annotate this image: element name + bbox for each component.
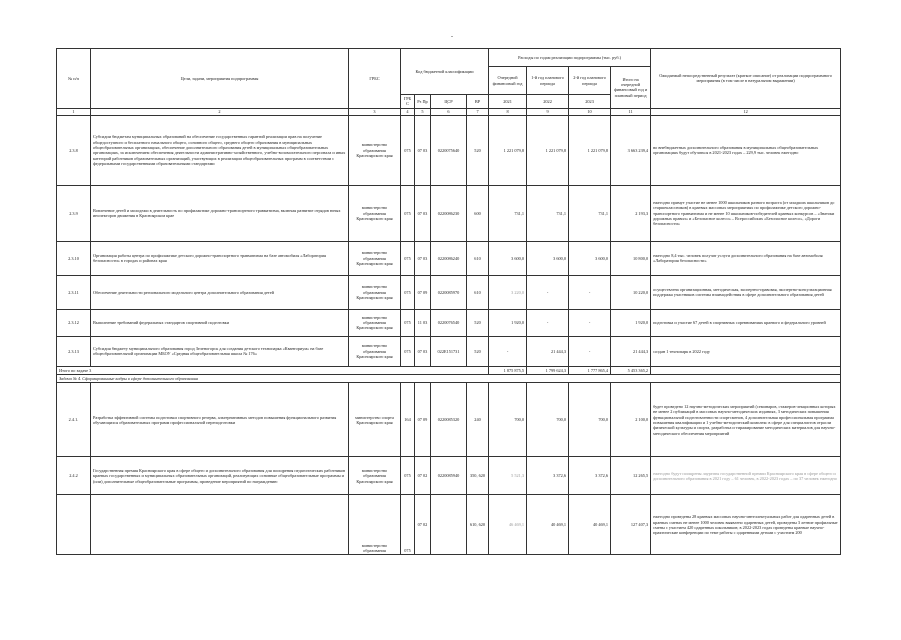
row-grbs: министерство образования: [349, 495, 401, 555]
colnum: 12: [651, 108, 841, 115]
row-value-2022: -: [527, 309, 569, 336]
row-name: Субсидии бюджетам муниципальных образований на обеспечение государственных гарантий реализации прав на получение общедоступного и бесплатного начального общего, основного общего, среднего общего образования в муниципальных общеобразовательных организациях, обеспечение дополнительного образования детей в муниципальных общеобразовательных организациях, за исключением обеспечения деятельности административно-хозяйственного, учебно-вспомогательного персонала и иных категорий работников образовательных организаций, участвующих в реализации общеобразовательных программ в соответствии с федеральными государственными образовательными стандартами: [91, 115, 349, 185]
row-grbs: министерство образования Красноярского края: [349, 275, 401, 309]
table-body: [57, 115, 841, 555]
row-value-2023: 1 221 079,8: [569, 115, 611, 185]
row-num: 2.3.9: [57, 185, 91, 241]
row-vr: 350, 620: [467, 457, 489, 495]
row-num: 2.3.10: [57, 241, 91, 275]
row-result: будет проведено 12 научно-методических мероприятий (семинаров, стажеров-лекционных которых не менее 2 публикаций в массовых научно-методических изданиях, 3 методических повышения функциональной подготовленности спортсменов, 4 дополнительная профессиональная программа повышения квалификации и 1 учебно-методический комплекс в сфере для специалистов отрасли физической культуры и спорта, разработка и тиражирование методических материалов для научно-методического обеспечения мероприятий: [651, 383, 841, 457]
row-value-total: 12 265,5: [611, 457, 651, 495]
row-vr: 610, 620: [467, 495, 489, 555]
row-value-total: 2 100,0: [611, 383, 651, 457]
row-value-2023: 700,0: [569, 383, 611, 457]
colnum: 4: [401, 108, 415, 115]
header-expenses: Расходы по годам реализации подпрограммы (тыс. руб.): [489, 49, 651, 67]
row-grbs: министерство спорта Красноярского края: [349, 383, 401, 457]
header-year-total: Итого на очередной финансовый год и плановый период: [611, 67, 651, 109]
row-value-2021: 1 221 079,8: [489, 115, 527, 185]
row-value-2021: 1 920,0: [489, 309, 527, 336]
row-result: во внебюджетных дополнительного образования в муниципальных общеобразовательных организациях будут обучаться в 2021-2023 годах – 229,9 тыс. человек ежегодно: [651, 115, 841, 185]
row-value-2021: 5 521,3: [489, 457, 527, 495]
colnum: 8: [489, 108, 527, 115]
table-row: [57, 241, 841, 275]
header-vr: ВР: [467, 95, 489, 109]
table-row: [57, 383, 841, 457]
row-value-2023: -: [569, 275, 611, 309]
row-value-2021: 3 220,0: [489, 275, 527, 309]
total-2023: 1 777 865,4: [569, 366, 611, 374]
row-rzpr: 07 03: [415, 241, 431, 275]
row-grbs-code: 075: [401, 495, 415, 555]
header-year-first: 1-й год планового периода: [527, 67, 569, 95]
row-value-total: 127 407,3: [611, 495, 651, 555]
row-num: 2.3.13: [57, 336, 91, 366]
row-rzpr: 07 02: [415, 457, 431, 495]
row-value-2022: 700,0: [527, 383, 569, 457]
header-rzpr: Рз Пр: [415, 95, 431, 109]
row-value-total: 10 800,0: [611, 241, 651, 275]
row-value-2021: 731,1: [489, 185, 527, 241]
row-name: Обеспечение деятельности регионального модельного центра дополнительного образования детей: [91, 275, 349, 309]
table-row: [57, 185, 841, 241]
row-rzpr: 07 03: [415, 115, 431, 185]
row-grbs-code: 075: [401, 241, 415, 275]
row-grbs-code: 164: [401, 383, 415, 457]
table-row: [57, 457, 841, 495]
row-csr: 0220085970: [431, 275, 467, 309]
section-label: Задача № 4. Сформированные кадры в сфере дополнительного образования: [57, 375, 841, 383]
row-vr: 600: [467, 185, 489, 241]
table-row: [57, 309, 841, 336]
row-num: [57, 495, 91, 555]
row-vr: 610: [467, 275, 489, 309]
row-value-2021: 46 469,1: [489, 495, 527, 555]
row-name: Субсидия бюджету муниципального образования город Зеленогорск для создания детского технопарка «Кванториум» на базе общеобразовательной организации МБОУ «Средняя общеобразовательная школа № 176»: [91, 336, 349, 366]
row-name: Разработка эффективной системы подготовки спортивного резерва, альтернативных методов повышения функционального развития обучающихся образовательных программ профессиональной переподготовки: [91, 383, 349, 457]
row-csr: [431, 495, 467, 555]
header-budget-code: Код бюджетной классификации: [401, 49, 489, 95]
row-name: Вовлечение детей и молодежи в деятельность по профилактике дорожно-транспортного травматизма, включая развитие отрядов юных инспекторов движения в Красноярском крае: [91, 185, 349, 241]
header-year1: 2021: [489, 95, 527, 109]
row-num: 2.4.2: [57, 457, 91, 495]
row-name: Выполнение требований федеральных стандартов спортивной подготовки: [91, 309, 349, 336]
row-grbs-code: 075: [401, 457, 415, 495]
row-result: подготовка и участие 67 детей в спортивных соревнованиях краевого и федерального уровней: [651, 309, 841, 336]
row-value-total: 3 663 239,4: [611, 115, 651, 185]
row-value-2022: 1 221 079,8: [527, 115, 569, 185]
row-csr: 0220085320: [431, 383, 467, 457]
total-result: [651, 366, 841, 374]
header-year-second: 2-й год планового периода: [569, 67, 611, 95]
header-year3: 2023: [569, 95, 611, 109]
row-grbs-code: 075: [401, 336, 415, 366]
row-name: Государственная премия Красноярского края в сфере общего и дополнительного образования для поощрения педагогических работников краевых государственных и муниципальных образовательных организаций, реализующих основные общеобразовательные программы и (или) дополнительные общеобразовательные программы, проведение мероприятий по награждению: [91, 457, 349, 495]
row-csr: 0220086240: [431, 241, 467, 275]
row-result: создан 1 технопарк в 2022 году: [651, 336, 841, 366]
colnum: 6: [431, 108, 467, 115]
row-result: ежегодно примут участие не менее 1000 школьников разного возраста (от младших школьников до старшеклассников) в краевых массовых мероприятиях по профилактике детского дорожно-транспортного травматизма и не менее 10 школьников-победителей краевых конкурсов – «Знатоки дорожных правил» и «Безопасное колесо» – Всероссийских «Безопасное колесо», «Дороги безопасности»: [651, 185, 841, 241]
row-rzpr: 07 09: [415, 275, 431, 309]
row-value-2023: -: [569, 336, 611, 366]
total-2022: 1 799 624,3: [527, 366, 569, 374]
row-csr: 0220085940: [431, 457, 467, 495]
row-value-total: 1 920,0: [611, 309, 651, 336]
row-value-2021: 700,0: [489, 383, 527, 457]
total-row: [57, 366, 841, 374]
colnum: 7: [467, 108, 489, 115]
header-year2: 2022: [527, 95, 569, 109]
total-2021: 1 875 875,5: [489, 366, 527, 374]
row-value-2023: 3 372,6: [569, 457, 611, 495]
row-name: Организация работы центра по профилактике детского дорожно-транспортного травматизма на базе автомобиля «Лаборатория безопасности» в городах и районах края: [91, 241, 349, 275]
row-grbs: министерство образования Красноярского края: [349, 241, 401, 275]
row-value-2021: -: [489, 336, 527, 366]
row-value-2022: 3 372,6: [527, 457, 569, 495]
row-value-2021: 3 600,0: [489, 241, 527, 275]
row-value-2023: 731,1: [569, 185, 611, 241]
row-num: 2.3.11: [57, 275, 91, 309]
row-value-2022: 3 600,0: [527, 241, 569, 275]
total-label: Итого по задаче 3: [57, 366, 489, 374]
row-value-2023: -: [569, 309, 611, 336]
row-value-total: 2 193,3: [611, 185, 651, 241]
row-csr: 022E151731: [431, 336, 467, 366]
table-row: [57, 115, 841, 185]
row-result: ежегодно будут поощрены лауреаты государственной премии Красноярского края в сфере общего и дополнительного образования в 2021 году – 61 человек, в 2022-2023 годах – по 37 человек ежегодно: [651, 457, 841, 495]
header-csr: ЦСР: [431, 95, 467, 109]
row-vr: 610: [467, 241, 489, 275]
colnum: 5: [415, 108, 431, 115]
header-num: № п/п: [57, 49, 91, 109]
row-result: ежегодно 8,4 тыс. человек получат услуги дополнительного образования на базе автомобиля «Лаборатория безопасности»: [651, 241, 841, 275]
row-vr: 520: [467, 336, 489, 366]
colnum: 3: [349, 108, 401, 115]
colnum: 11: [611, 108, 651, 115]
row-rzpr: 07 03: [415, 185, 431, 241]
row-num: 2.4.1.: [57, 383, 91, 457]
row-grbs-code: 075: [401, 115, 415, 185]
row-num: 2.3.12: [57, 309, 91, 336]
row-result: ежегодно проведены 28 краевых массовых научно-интеллектуальных работ для одаренных детей в краевых сменах не менее 1000 человек выявлено одаренных детей, проведены 3 летние профильные смены с участием 420 одаренных школьников; в 2022-2023 годах проведены краевые научно-практические конференции по теме работы с одаренными детьми с участием 200: [651, 495, 841, 555]
colnum: 10: [569, 108, 611, 115]
table-row: [57, 275, 841, 309]
row-vr: 520: [467, 115, 489, 185]
column-number-row: [57, 108, 841, 115]
row-value-2022: 21 444,3: [527, 336, 569, 366]
row-rzpr: 07 09: [415, 383, 431, 457]
row-vr: 520: [467, 309, 489, 336]
row-csr: 0220076540: [431, 309, 467, 336]
top-dot: .: [451, 30, 453, 39]
colnum: 9: [527, 108, 569, 115]
total-sum: 5 453 365,2: [611, 366, 651, 374]
row-csr: 0220086230: [431, 185, 467, 241]
row-grbs-code: 075: [401, 185, 415, 241]
header-grbs: ГРБС: [349, 49, 401, 109]
table-row: [57, 336, 841, 366]
row-grbs: министерство образования Красноярского края: [349, 185, 401, 241]
table-row: [57, 495, 841, 555]
row-rzpr: 07 03: [415, 336, 431, 366]
colnum: 2: [91, 108, 349, 115]
row-grbs: министерство образования Красноярского края: [349, 336, 401, 366]
row-value-2023: 40 469,1: [569, 495, 611, 555]
header-goal: Цели, задачи, мероприятия подпрограммы: [91, 49, 349, 109]
row-num: 2.3.8: [57, 115, 91, 185]
row-grbs-code: 075: [401, 309, 415, 336]
row-value-2022: -: [527, 275, 569, 309]
row-grbs: министерство образования Красноярского края: [349, 309, 401, 336]
row-value-total: 21 444,3: [611, 336, 651, 366]
subprogram-table: [56, 48, 841, 555]
row-vr: 240: [467, 383, 489, 457]
row-result: осуществлена организационная, методическая, экспертно-правовая, экспертно-консультационная поддержка участников системы взаимодействия в сфере дополнительного образования детей: [651, 275, 841, 309]
header-year-current: Очередной финансовый год: [489, 67, 527, 95]
row-rzpr: 07 02: [415, 495, 431, 555]
row-value-2022: 40 469,1: [527, 495, 569, 555]
header-grbs-col: ГРБС: [401, 95, 415, 109]
row-grbs-code: 075: [401, 275, 415, 309]
row-name: [91, 495, 349, 555]
row-grbs: министерство образования Красноярского края: [349, 115, 401, 185]
row-value-2022: 731,1: [527, 185, 569, 241]
colnum: 1: [57, 108, 91, 115]
row-grbs: министерство образования Красноярского края: [349, 457, 401, 495]
header-result: Ожидаемый непосредственный результат (краткое описание) от реализации подпрограммного мероприятия (в том числе в натуральном выражении): [651, 49, 841, 109]
row-csr: 0220075640: [431, 115, 467, 185]
section-row: [57, 375, 841, 383]
row-value-2023: 3 600,0: [569, 241, 611, 275]
row-rzpr: 11 03: [415, 309, 431, 336]
row-value-total: 10 220,0: [611, 275, 651, 309]
